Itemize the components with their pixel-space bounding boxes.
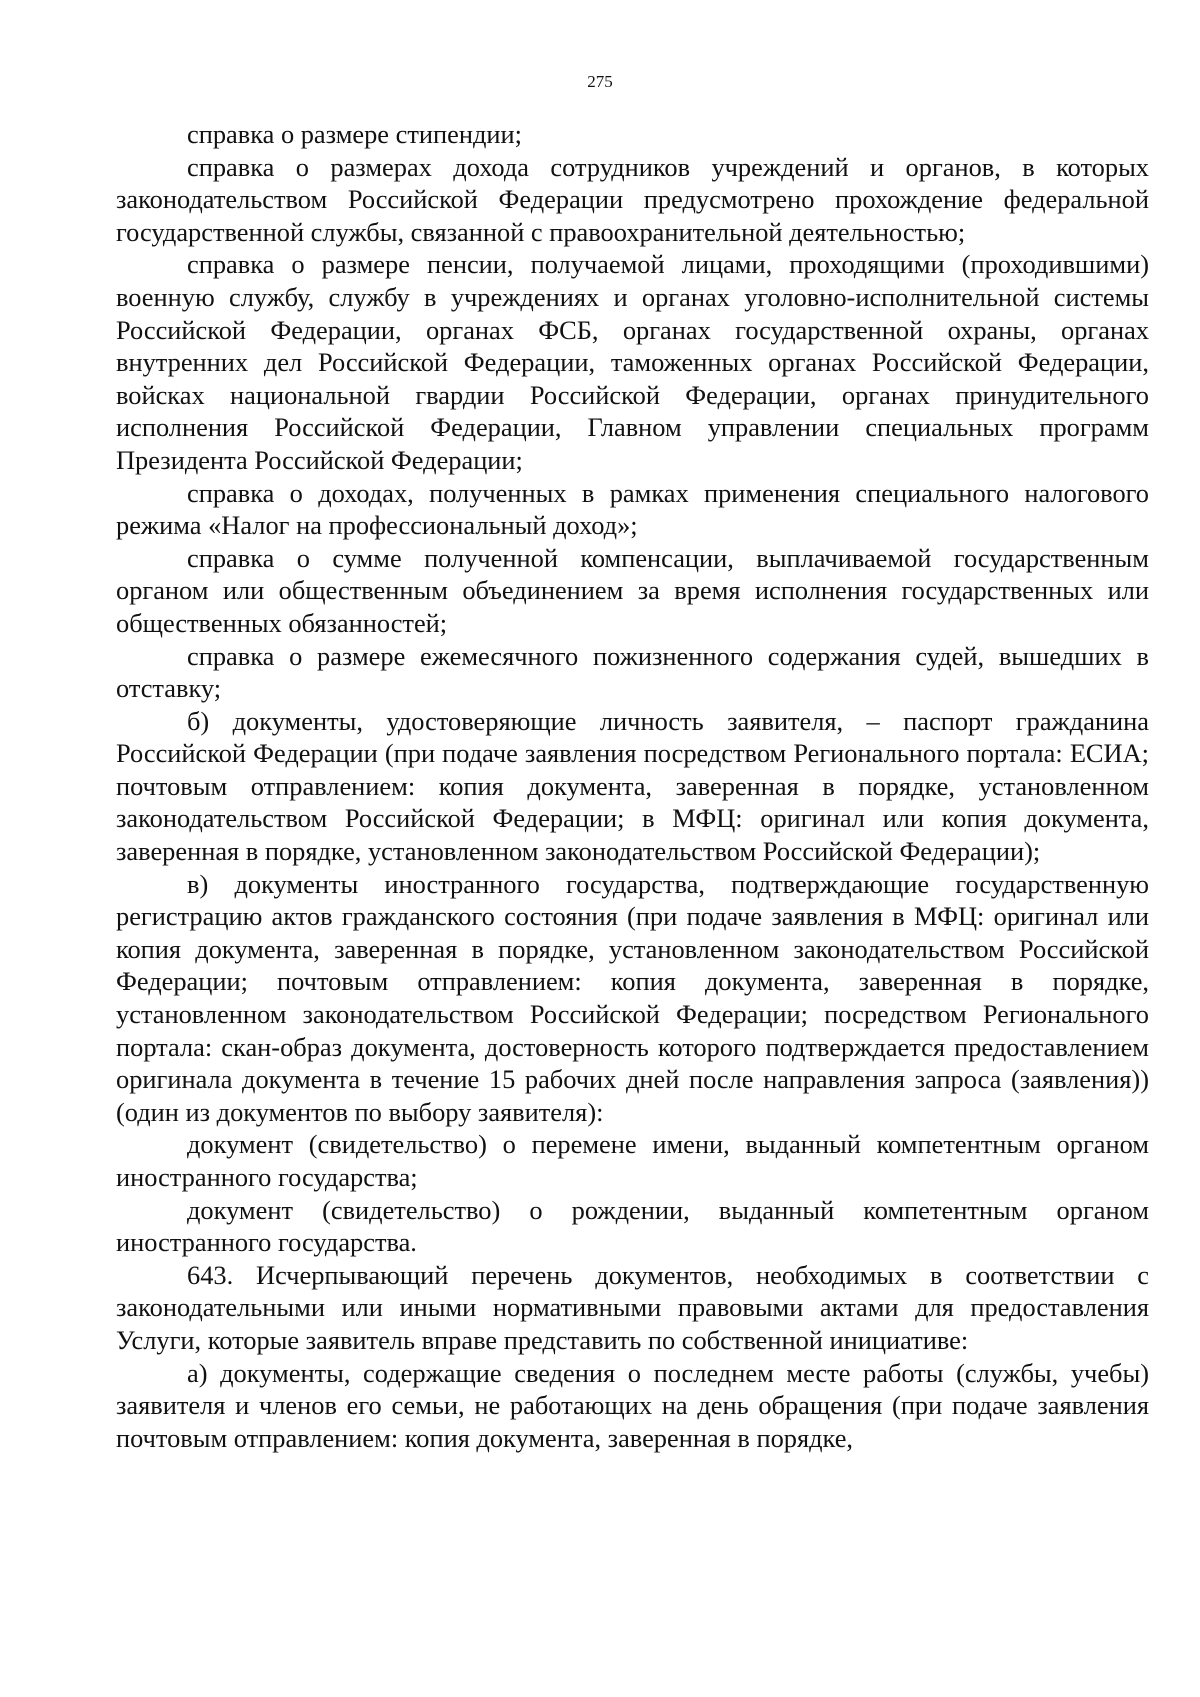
paragraph-foreign-documents: в) документы иностранного государства, подтверждающие государственную регистрацию актов гражданского состояния (при подаче заявления в МФЦ: оригинал или копия документа, заверенная в порядке, установленном законодательством Российской Федерации; почтовым отправлением: копия документа, заверенная в порядке, установленном законодательством Российской Федерации; посредством Регионального портала: скан-образ документа, достоверность которого подтверждается предоставлением оригинала документа в течение 15 рабочих дней после направления запроса (заявления)) (один из документов по выбору заявителя): (116, 868, 1149, 1127)
page-number: 275 (587, 72, 613, 91)
document-body (116, 118, 1149, 1454)
paragraph-section-643: 643. Исчерпывающий перечень документов, необходимых в соответствии с законодательными или иными нормативными правовыми актами для предоставления Услуги, которые заявитель вправе представить по собственной инициативе: (116, 1259, 1149, 1355)
paragraph-stipend-certificate: справка о размере стипендии; (187, 119, 522, 149)
paragraph-pension-certificate: справка о размере пенсии, получаемой лицами, проходящими (проходившими) военную службу, службу в учреждениях и органах уголовно-исполнительной системы Российской Федерации, органах ФСБ, органах государственной охраны, органах внутренних дел Российской Федерации, таможенных органах Российской Федерации, войсках национальной гвардии Российской Федерации, органах принудительного исполнения Российской Федерации, Главном управлении специальных программ Президента Российской Федерации; (116, 249, 1149, 475)
paragraph-self-employed-income: справка о доходах, полученных в рамках применения специального налогового режима «Налог на профессиональный доход»; (116, 477, 1149, 541)
paragraph-judges-allowance: справка о размере ежемесячного пожизненного содержания судей, вышедших в отставку; (116, 640, 1149, 704)
paragraph-identity-documents: б) документы, удостоверяющие личность заявителя, – паспорт гражданина Российской Федерации (при подаче заявления посредством Регионального портала: ЕСИА; почтовым отправлением: копия документа, заверенная в порядке, установленном законодательством Российской Федерации; в МФЦ: оригинал или копия документа, заверенная в порядке, установленном законодательством Российской Федерации); (116, 705, 1149, 867)
paragraph-law-enforcement-income: справка о размерах дохода сотрудников учреждений и органов, в которых законодательством Российской Федерации предусмотрено прохождение федеральной государственной службы, связанной с правоохранительной деятельностью; (116, 151, 1149, 247)
paragraph-name-change-certificate: документ (свидетельство) о перемене имени, выданный компетентным органом иностранного государства; (116, 1129, 1149, 1192)
paragraph-compensation-certificate: справка о сумме полученной компенсации, выплачиваемой государственным органом или общественным объединением за время исполнения государственных или общественных обязанностей; (116, 542, 1149, 638)
paragraph-employment-documents: а) документы, содержащие сведения о последнем месте работы (службы, учебы) заявителя и членов его семьи, не работающих на день обращения (при подаче заявления почтовым отправлением: копия документа, заверенная в порядке, (116, 1357, 1149, 1453)
paragraph-birth-certificate: документ (свидетельство) о рождении, выданный компетентным органом иностранного государства. (116, 1194, 1149, 1258)
